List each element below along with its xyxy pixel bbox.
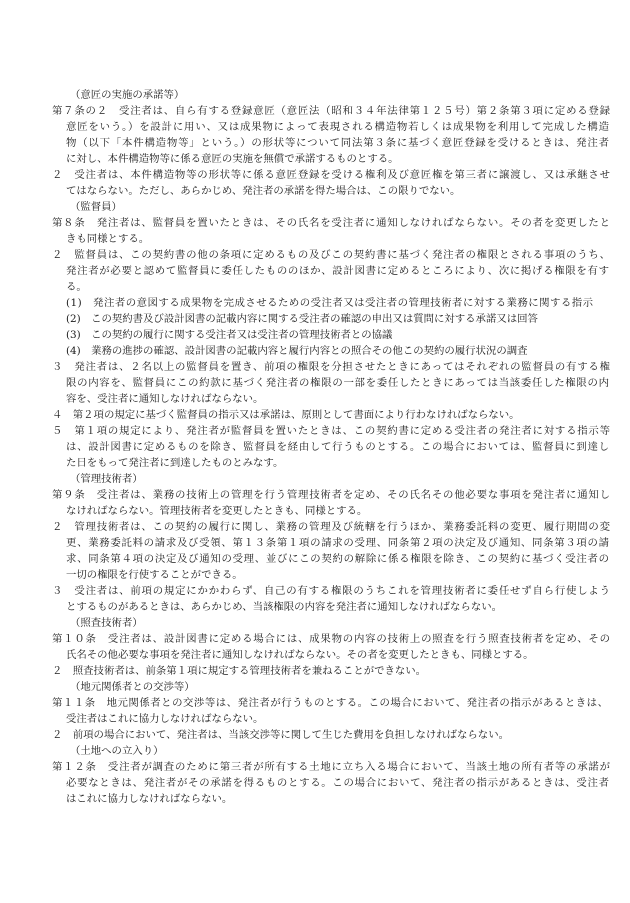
text-line: ５ 第１項の規定により、発注者が監督員を置いたときは、この契約書に定める受注者の発注者に対する指示等	[52, 425, 611, 437]
text-line: （地元関係者との交渉等）	[70, 681, 195, 693]
text-line: （監督員）	[70, 201, 122, 213]
text-line: 物（以下「本件構造物等」という。）の形状等について同法第３条に基づく意匠登録を受けるときは、発注者	[66, 137, 610, 149]
text-line: 第９条 受注者は、業務の技術上の管理を行う管理技術者を定め、その氏名その他必要な事項を発注者に通知し	[52, 489, 611, 501]
text-line: 更、業務委託料の請求及び受領、第１３条第１項の請求の受理、同条第２項の決定及び通知、同条第３項の請	[66, 537, 610, 549]
text-line: ３ 発注者は、２名以上の監督員を置き、前項の権限を分担させたときにあってはそれぞれの監督員の有する権	[52, 361, 611, 373]
text-line: （土地への立入り）	[70, 745, 164, 757]
text-line: ２ 監督員は、この契約書の他の条項に定めるもの及びこの契約書に基づく発注者の権限とされる事項のうち、	[52, 249, 611, 261]
text-line: ２ 前項の場合において、発注者は、当該交渉等に関して生じた費用を負担しなければならない。	[52, 729, 509, 741]
text-line: ３ 受注者は、前項の規定にかかわらず、自己の有する権限のうちこれを管理技術者に委任せず自ら行使しよう	[52, 585, 611, 597]
text-line: ２ 管理技術者は、この契約の履行に関し、業務の管理及び統轄を行うほか、業務委託料の変更、履行期間の変	[52, 521, 611, 533]
text-line: 必要なときは、発注者がその承諾を得るものとする。この場合において、発注者の指示があるときは、受注者	[66, 777, 610, 789]
text-line: ４ 第２項の規定に基づく監督員の指示又は承諾は、原則として書面により行わなければならない。	[52, 409, 520, 421]
text-line: 受注者はこれに協力しなければならない。	[66, 713, 264, 725]
text-line: 第１１条 地元関係者との交渉等は、発注者が行うものとする。この場合において、発注者の指示があるときは、	[52, 697, 609, 709]
text-line: に対し、本件構造物等に係る意匠の実施を無償で承諾するものとする。	[66, 153, 399, 165]
text-line: 意匠をいう。）を設計に用い、又は成果物によって表現される構造物若しくは成果物を利用して完成した構造	[66, 121, 610, 133]
text-line: （照査技術者）	[70, 617, 143, 629]
text-line: (4) 業務の進捗の確認、設計図書の記載内容と履行内容との照合その他この契約の履行状況の調査	[66, 345, 528, 357]
text-line: 第１２条 受注者が調査のために第三者が所有する土地に立ち入る場合において、当該土地の所有者等の承諾が	[52, 761, 611, 773]
text-line: きも同様とする。	[66, 233, 150, 245]
text-line: 限の内容を、監督員にこの約款に基づく発注者の権限の一部を委任したときにあっては当該委任した権限の内	[66, 377, 610, 389]
text-line: 第８条 発注者は、監督員を置いたときは、その氏名を受注者に通知しなければならない。その者を変更したと	[52, 217, 611, 229]
text-line: 求、同条第４項の決定及び通知の受理、並びにこの契約の解除に係る権限を除き、この契約に基づく受注者の	[66, 553, 610, 565]
text-line: 発注者が必要と認めて監督員に委任したもののほか、設計図書に定めるところにより、次に掲げる権限を有す	[66, 265, 610, 277]
text-line: る。	[66, 281, 87, 293]
text-line: は、設計図書に定めるものを除き、監督員を経由して行うものとする。この場合においては、監督員に到達し	[66, 441, 610, 453]
text-line: 氏名その他必要な事項を発注者に通知しなければならない。その者を変更したときも、同様とする。	[66, 649, 534, 661]
text-line: 一切の権限を行使することができる。	[66, 569, 243, 581]
text-line: 第７条の２ 受注者は、自ら有する登録意匠（意匠法（昭和３４年法律第１２５号）第２条第３項に定める登録	[52, 105, 611, 117]
text-line: （意匠の実施の承諾等）	[70, 89, 185, 101]
text-line: 容を、受注者に通知しなければならない。	[66, 393, 264, 405]
text-line: (1) 発注者の意図する成果物を完成させるための受注者又は受注者の管理技術者に対する業務に関する指示	[66, 297, 594, 309]
text-line: てはならない。ただし、あらかじめ、発注者の承諾を得た場合は、この限りでない。	[66, 185, 461, 197]
text-line: 第１０条 受注者は、設計図書に定める場合には、成果物の内容の技術上の照査を行う照査技術者を定め、その	[52, 633, 611, 645]
text-line: はこれに協力しなければならない。	[66, 793, 233, 805]
text-line: なければならない。管理技術者を変更したときも、同様とする。	[66, 505, 368, 517]
text-line: とするものがあるときは、あらかじめ、当該権限の内容を発注者に通知しなければならない。	[66, 601, 502, 613]
text-line: ２ 受注者は、本件構造物等の形状等に係る意匠登録を受ける権利及び意匠権を第三者に譲渡し、又は承継させ	[52, 169, 611, 181]
text-line: （管理技術者）	[70, 473, 143, 485]
text-line: ２ 照査技術者は、前条第１項に規定する管理技術者を兼ねることができない。	[52, 665, 427, 677]
text-line: (3) この契約の履行に関する受注者又は受注者の管理技術者との協議	[66, 329, 393, 341]
text-line: (2) この契約書及び設計図書の記載内容に関する受注者の確認の申出又は質問に対する承諾又は回答	[66, 313, 538, 325]
text-line: た日をもって発注者に到達したものとみなす。	[66, 457, 284, 469]
